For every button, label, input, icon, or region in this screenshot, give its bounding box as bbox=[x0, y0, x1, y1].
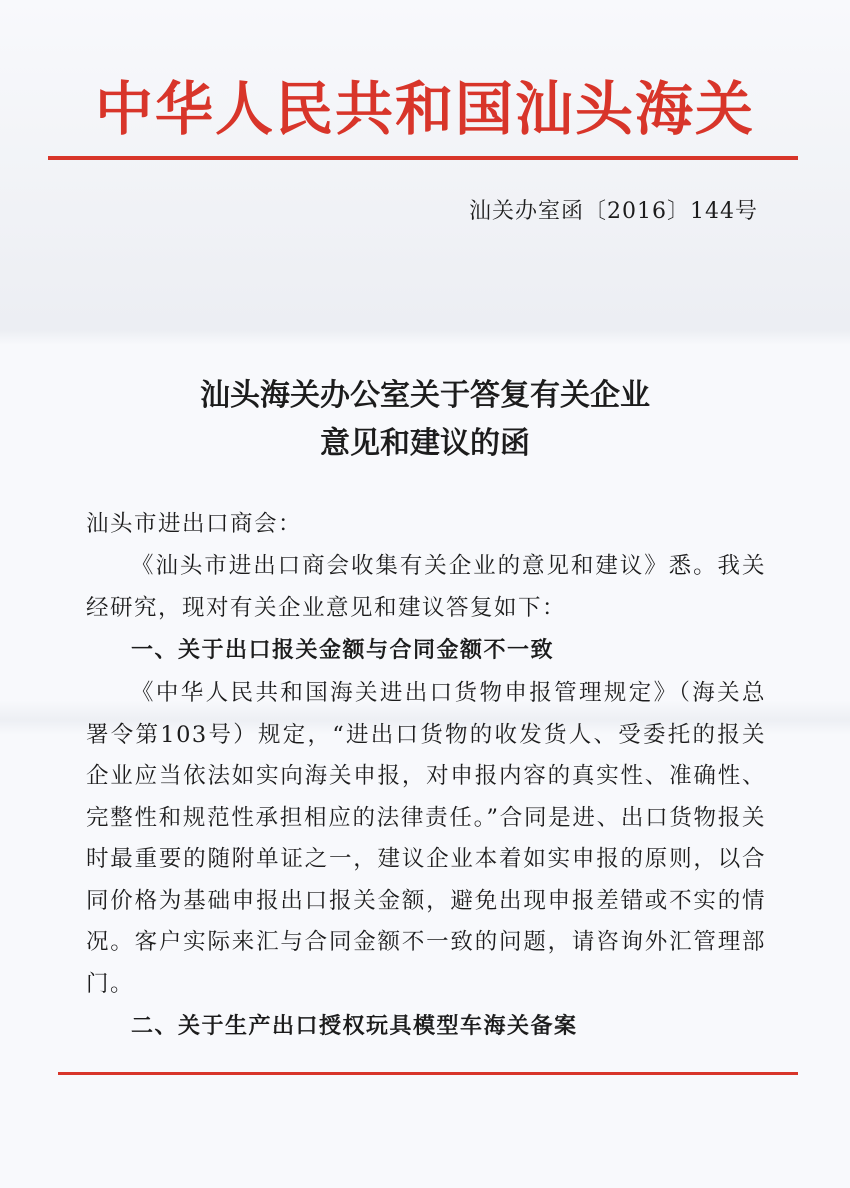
intro-paragraph: 《汕头市进出口商会收集有关企业的意见和建议》悉。我关经研究，现对有关企业意见和建议答复如下： bbox=[86, 553, 766, 621]
footer-red-rule bbox=[58, 1072, 798, 1075]
document-number: 汕关办室函〔2016〕144号 bbox=[469, 199, 758, 224]
letterhead-red-rule bbox=[48, 156, 798, 160]
section-heading-2: 二、关于生产出口授权玩具模型车海关备案 bbox=[131, 1014, 578, 1039]
section-body-1: 《中华人民共和国海关进出口货物申报管理规定》（海关总署令第103号）规定，“进出口货物的收发货人、受委托的报关企业应当依法如实向海关申报，对申报内容的真实性、准确性、完整性和规范性承担相应的法律责任。”合同是进、出口货物报关时最重要的随附单证之一，建议企业本着如实申报的原则，以合同价格为基础申报出口报关金额，避免出现申报差错或不实的情况。客户实际来汇与合同金额不一致的问题，请咨询外汇管理部门。 bbox=[86, 680, 766, 997]
section-heading-1: 一、关于出口报关金额与合同金额不一致 bbox=[131, 638, 555, 663]
letterhead-agency-name: 中华人民共和国汕头海关 bbox=[94, 75, 755, 143]
document-title bbox=[0, 372, 850, 468]
document-title-line-1: 汕头海关办公室关于答复有关企业 bbox=[200, 378, 650, 413]
document-title-line-2: 意见和建议的函 bbox=[320, 426, 530, 461]
salutation: 汕头市进出口商会： bbox=[86, 511, 303, 537]
